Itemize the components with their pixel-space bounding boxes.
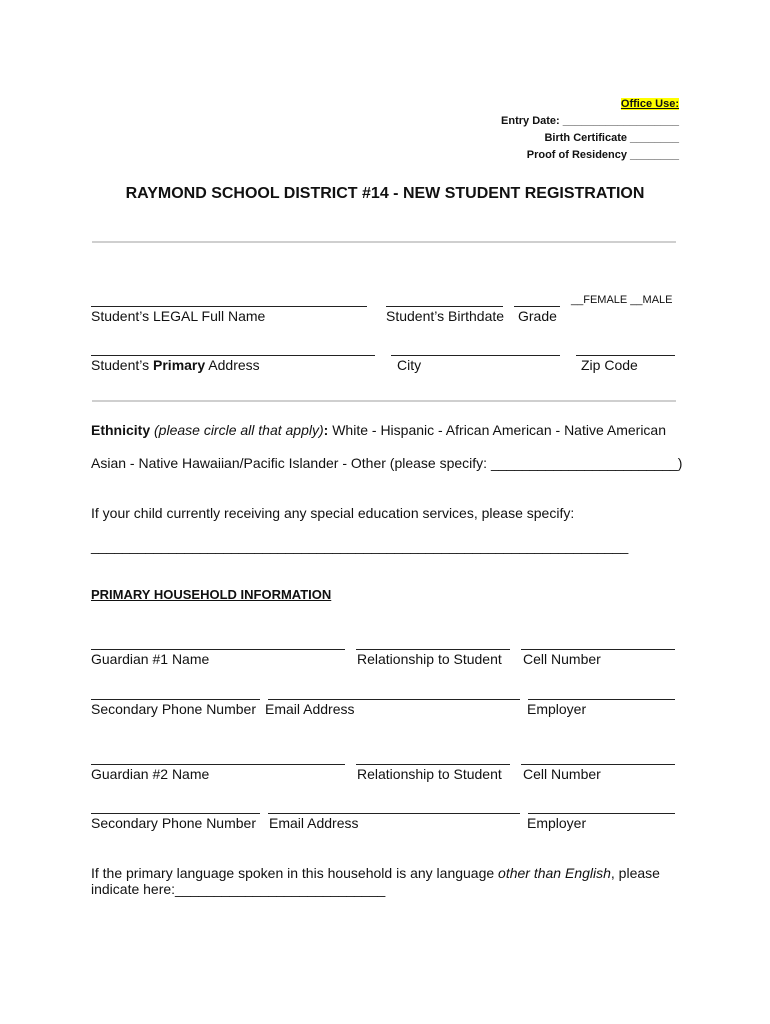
student-name-line[interactable] <box>91 306 367 307</box>
address-label-bold: Primary <box>153 357 206 373</box>
household-heading: PRIMARY HOUSEHOLD INFORMATION <box>91 587 332 602</box>
cell1-line[interactable] <box>521 649 675 650</box>
proof-of-residency-field: Proof of Residency ________ <box>526 149 679 161</box>
email1-line[interactable] <box>268 699 520 700</box>
page-title: RAYMOND SCHOOL DISTRICT #14 - NEW STUDENT REGISTRATION <box>125 185 645 202</box>
address-label-post: Address <box>205 357 260 373</box>
grade-label: Grade <box>518 308 557 324</box>
student-birthdate-line[interactable] <box>386 306 503 307</box>
divider-middle <box>92 400 676 402</box>
city-label: City <box>397 357 422 373</box>
language-answer-line[interactable]: indicate here:___________________________ <box>91 881 386 897</box>
cell2-label: Cell Number <box>523 766 601 782</box>
ethnicity-colon: : <box>323 422 329 438</box>
divider-top <box>92 241 676 243</box>
ethnicity-line1 <box>91 422 666 438</box>
employer2-line[interactable] <box>528 813 675 814</box>
language-post: , please <box>610 865 660 881</box>
secondary-phone2-line[interactable] <box>91 813 260 814</box>
address-label-pre: Student’s <box>91 357 154 373</box>
student-address-line[interactable] <box>91 355 375 356</box>
student-name-label: Student’s LEGAL Full Name <box>91 308 266 324</box>
relationship1-label: Relationship to Student <box>357 651 502 667</box>
student-birthdate-label: Student’s Birthdate <box>386 308 505 324</box>
email2-label: Email Address <box>269 815 359 831</box>
entry-date-field: Entry Date: ___________________ <box>501 115 679 127</box>
zip-code-label: Zip Code <box>581 357 638 373</box>
secondary-phone1-label: Secondary Phone Number <box>91 701 256 717</box>
language-question <box>91 865 660 881</box>
office-use-block <box>501 96 679 164</box>
relationship2-line[interactable] <box>356 764 510 765</box>
language-pre: If the primary language spoken in this household is any language <box>91 865 499 881</box>
cell1-label: Cell Number <box>523 651 601 667</box>
guardian2-name-line[interactable] <box>91 764 345 765</box>
office-use-label: Office Use: <box>620 98 679 110</box>
ethnicity-options-line2[interactable]: Asian - Native Hawaiian/Pacific Islander - Other (please specify: ________________________) <box>91 455 683 471</box>
email1-label: Email Address <box>265 701 355 717</box>
ethnicity-note: (please circle all that apply) <box>154 422 324 438</box>
guardian1-name-label: Guardian #1 Name <box>91 651 210 667</box>
cell2-line[interactable] <box>521 764 675 765</box>
relationship1-line[interactable] <box>356 649 510 650</box>
student-address-label <box>91 357 260 373</box>
email2-line[interactable] <box>268 813 520 814</box>
secondary-phone1-line[interactable] <box>91 699 260 700</box>
special-ed-question: If your child currently receiving any special education services, please specify: <box>91 505 575 521</box>
language-emph: other than English <box>498 865 611 881</box>
employer1-line[interactable] <box>528 699 675 700</box>
ethnicity-label: Ethnicity <box>91 422 151 438</box>
guardian2-name-label: Guardian #2 Name <box>91 766 210 782</box>
birth-certificate-field: Birth Certificate ________ <box>544 132 679 144</box>
zip-code-line[interactable] <box>576 355 675 356</box>
employer2-label: Employer <box>527 815 587 831</box>
grade-line[interactable] <box>514 306 560 307</box>
secondary-phone2-label: Secondary Phone Number <box>91 815 256 831</box>
special-ed-answer-line[interactable]: _____________________________________________________________________ <box>91 538 629 554</box>
ethnicity-options-line1[interactable]: White - Hispanic - African American - Native American <box>332 422 666 438</box>
guardian1-name-line[interactable] <box>91 649 345 650</box>
gender-options[interactable]: __FEMALE __MALE <box>571 294 673 306</box>
employer1-label: Employer <box>527 701 587 717</box>
relationship2-label: Relationship to Student <box>357 766 502 782</box>
city-line[interactable] <box>391 355 560 356</box>
